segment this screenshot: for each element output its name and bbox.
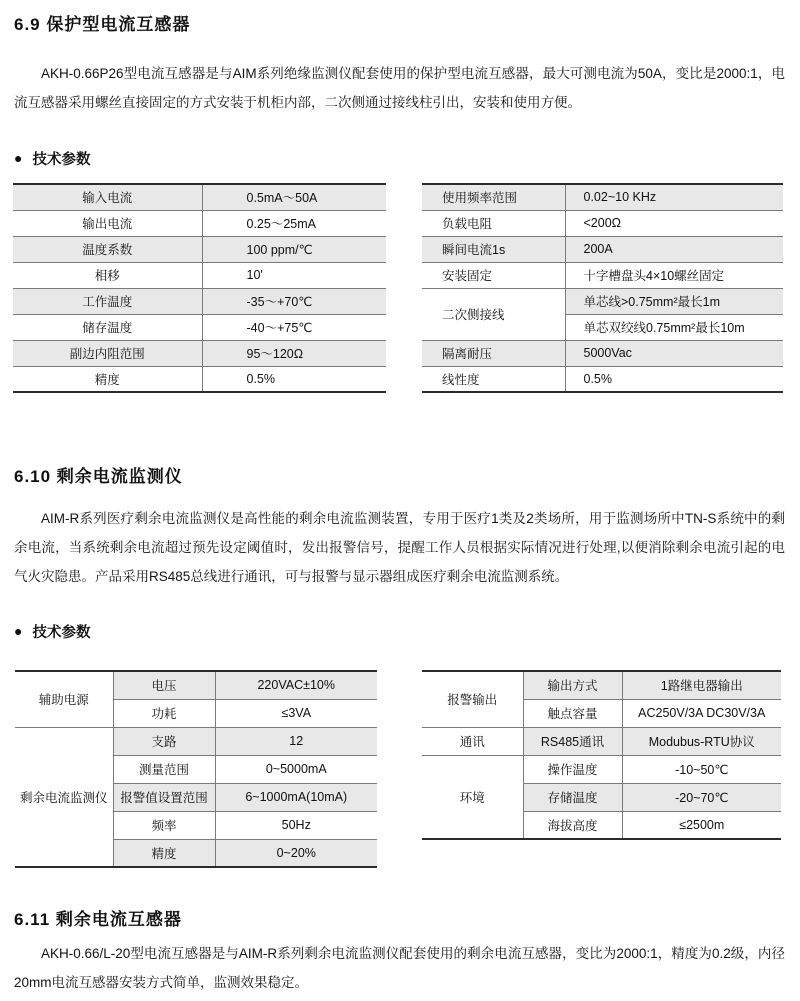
param-label-cell: 瞬间电流1s bbox=[422, 236, 565, 262]
param-value-cell: 0.5% bbox=[565, 366, 783, 392]
param-value-cell: 50Hz bbox=[215, 811, 377, 839]
table-row bbox=[13, 262, 386, 288]
param-label-cell: 输入电流 bbox=[13, 184, 202, 210]
param-value-cell: 0.5% bbox=[202, 366, 386, 392]
param-value-cell: Modubus-RTU协议 bbox=[622, 727, 781, 755]
group-label-cell: 通讯 bbox=[422, 727, 523, 755]
tables-row-6-9 bbox=[13, 183, 800, 393]
param-value-cell: 单芯线>0.75mm²最长1m bbox=[565, 288, 783, 314]
param-label-cell: 副边内阻范围 bbox=[13, 340, 202, 366]
param-value-cell: 0~5000mA bbox=[215, 755, 377, 783]
spec-table-6-10-left bbox=[15, 670, 377, 868]
tech-params-heading-1 bbox=[14, 149, 800, 167]
tech-params-label: 技术参数 bbox=[32, 151, 91, 168]
tables-row-6-10 bbox=[15, 670, 800, 868]
param-label-cell: 安装固定 bbox=[422, 262, 565, 288]
param-value-cell: 5000Vac bbox=[565, 340, 783, 366]
table-row bbox=[422, 727, 781, 755]
tech-params-heading-2 bbox=[14, 622, 800, 640]
param-value-cell: AC250V/3A DC30V/3A bbox=[622, 699, 781, 727]
table-row bbox=[422, 262, 783, 288]
param-label-cell: 隔离耐压 bbox=[422, 340, 565, 366]
table-row bbox=[422, 340, 783, 366]
param-label-cell: 输出方式 bbox=[523, 671, 622, 699]
group-label-cell: 剩余电流监测仪 bbox=[15, 727, 113, 867]
param-label-cell: 温度系数 bbox=[13, 236, 202, 262]
spec-table-6-9-right bbox=[422, 183, 783, 393]
param-label-cell: 工作温度 bbox=[13, 288, 202, 314]
spec-table-6-9-left bbox=[13, 183, 386, 393]
param-value-cell: 200A bbox=[565, 236, 783, 262]
param-label-cell: 测量范围 bbox=[113, 755, 215, 783]
param-label-cell: 触点容量 bbox=[523, 699, 622, 727]
param-value-cell: 十字槽盘头4×10螺丝固定 bbox=[565, 262, 783, 288]
section-6-11-paragraph: AKH-0.66/L-20型电流互感器是与AIM-R系列剩余电流监测仪配套使用的剩余电流互感器，变比为2000:1，精度为0.2级，内径20mm电流互感器安装方式简单，监测效果稳定。 bbox=[14, 946, 785, 990]
param-value-cell: 0~20% bbox=[215, 839, 377, 867]
param-label-cell: 相移 bbox=[13, 262, 202, 288]
param-value-cell: -40～+75℃ bbox=[202, 314, 386, 340]
tech-params-label: 技术参数 bbox=[32, 624, 91, 641]
param-label-cell: 使用频率范围 bbox=[422, 184, 565, 210]
bullet-icon: ● bbox=[14, 623, 23, 639]
table-row bbox=[422, 210, 783, 236]
param-label-cell: 储存温度 bbox=[13, 314, 202, 340]
param-label-cell: 输出电流 bbox=[13, 210, 202, 236]
table-row bbox=[422, 755, 781, 783]
group-label-cell: 报警输出 bbox=[447, 693, 498, 708]
table-row bbox=[13, 314, 386, 340]
param-label-cell: 负载电阻 bbox=[422, 210, 565, 236]
param-value-cell: ≤2500m bbox=[622, 811, 781, 839]
param-label-cell: 报警值设置范围 bbox=[113, 783, 215, 811]
param-label-cell: 精度 bbox=[13, 366, 202, 392]
param-value-cell: 0.25～25mA bbox=[202, 210, 386, 236]
section-6-9-title: 6.9 保护型电流互感器 bbox=[14, 15, 191, 34]
param-label-cell: 支路 bbox=[113, 727, 215, 755]
param-label-cell: 海拔高度 bbox=[523, 811, 622, 839]
param-value-cell: -20~70℃ bbox=[622, 783, 781, 811]
param-label-cell: RS485通讯 bbox=[523, 727, 622, 755]
param-value-cell: -35～+70℃ bbox=[202, 288, 386, 314]
table-row bbox=[15, 727, 377, 755]
table-row bbox=[15, 671, 377, 699]
param-value-cell: 单芯双绞线0.75mm²最长10m bbox=[565, 314, 783, 340]
param-value-cell: -10~50℃ bbox=[622, 755, 781, 783]
param-value-cell: 1路继电器输出 bbox=[622, 671, 781, 699]
spec-table-6-10-right bbox=[422, 670, 781, 840]
table-row bbox=[422, 184, 783, 210]
table-row bbox=[422, 366, 783, 392]
table-row bbox=[13, 288, 386, 314]
section-6-9-paragraph: AKH-0.66P26型电流互感器是与AIM系列绝缘监测仪配套使用的保护型电流互感器，最大可测电流为50A，变比是2000:1，电流互感器采用螺丝直接固定的方式安装于机柜内部，二次侧通过接线柱引出，安装和使用方便。 bbox=[14, 66, 785, 110]
param-label-cell: 精度 bbox=[113, 839, 215, 867]
param-value-cell: 0.02~10 KHz bbox=[565, 184, 783, 210]
param-value-cell: 100 ppm/℃ bbox=[202, 236, 386, 262]
table-row bbox=[422, 236, 783, 262]
param-value-cell: ≤3VA bbox=[215, 699, 377, 727]
group-label-cell: 辅助电源 bbox=[38, 693, 89, 708]
param-value-cell: 220VAC±10% bbox=[215, 671, 377, 699]
table-row bbox=[422, 671, 781, 699]
section-6-11-title: 6.11 剩余电流互感器 bbox=[14, 910, 182, 929]
param-label-cell: 线性度 bbox=[422, 366, 565, 392]
group-label-cell: 环境 bbox=[422, 755, 523, 839]
table-row bbox=[13, 340, 386, 366]
table-row bbox=[13, 366, 386, 392]
section-6-10-paragraph: AIM-R系列医疗剩余电流监测仪是高性能的剩余电流监测装置，专用于医疗1类及2类场所，用于监测场所中TN-S系统中的剩余电流，当系统剩余电流超过预先设定阈值时，发出报警信号，提醒工作人员根据实际情况进行处理,以便消除剩余电流引起的电气火灾隐患。产品采用RS485总线进行通讯，可与报警与显示器组成医疗剩余电流监测系统。 bbox=[14, 511, 785, 584]
param-value-cell: 10' bbox=[202, 262, 386, 288]
param-value-cell: 0.5mA～50A bbox=[202, 184, 386, 210]
param-value-cell: <200Ω bbox=[565, 210, 783, 236]
table-row bbox=[13, 210, 386, 236]
param-label-cell: 操作温度 bbox=[523, 755, 622, 783]
bullet-icon: ● bbox=[14, 150, 23, 166]
param-value-cell: 12 bbox=[215, 727, 377, 755]
param-label-cell: 电压 bbox=[113, 671, 215, 699]
param-label-cell: 频率 bbox=[113, 811, 215, 839]
table-row bbox=[422, 288, 783, 314]
param-label-cell-merged: 二次侧接线 bbox=[422, 288, 565, 340]
param-value-cell: 6~1000mA(10mA) bbox=[215, 783, 377, 811]
table-row bbox=[13, 236, 386, 262]
table-row bbox=[13, 184, 386, 210]
param-label-cell: 功耗 bbox=[113, 699, 215, 727]
section-6-10-title: 6.10 剩余电流监测仪 bbox=[14, 467, 183, 486]
param-label-cell: 存储温度 bbox=[523, 783, 622, 811]
param-value-cell: 95～120Ω bbox=[202, 340, 386, 366]
